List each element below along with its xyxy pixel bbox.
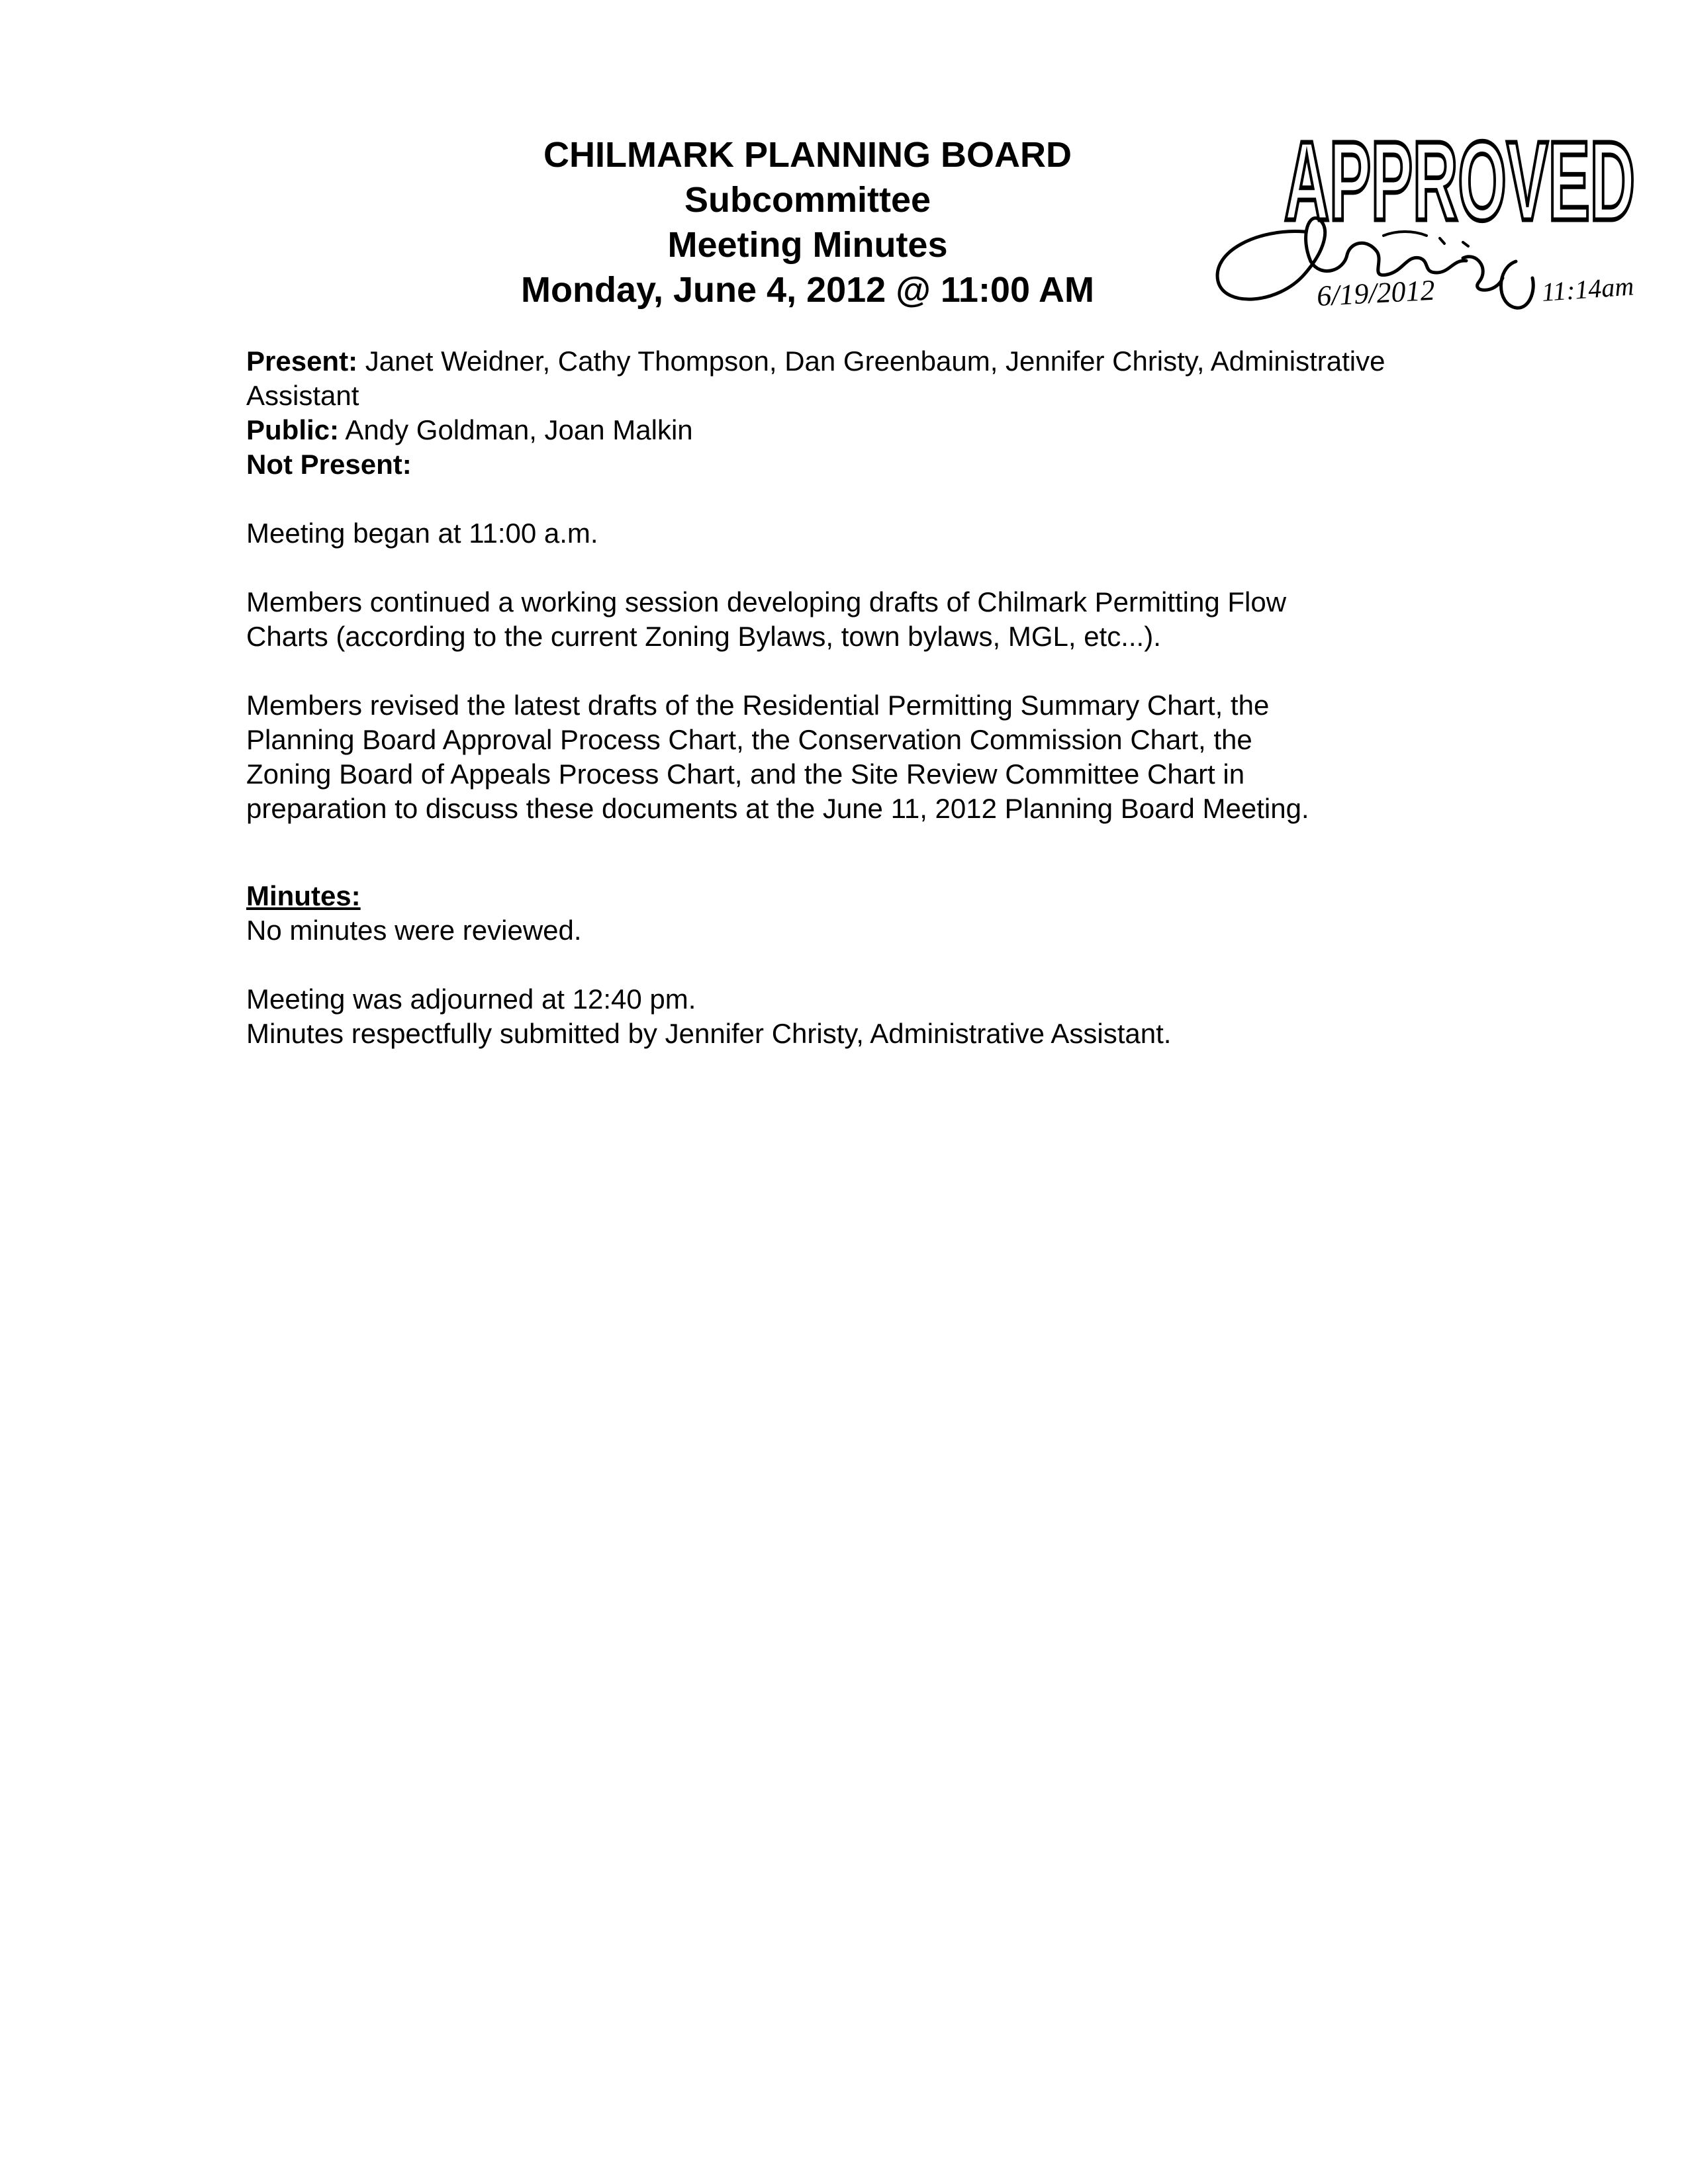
paragraph-2-line-4: preparation to discuss these documents at the June 11, 2012 Planning Board Meeting. <box>246 793 1309 824</box>
not-present-label: Not Present: <box>246 449 412 480</box>
public-label: Public: <box>246 414 340 445</box>
meeting-began: Meeting began at 11:00 a.m. <box>246 518 598 549</box>
committee-title: Subcommittee <box>684 180 931 220</box>
spacer <box>246 654 1491 688</box>
spacer <box>246 826 1491 879</box>
submitted-by-line: Minutes respectfully submitted by Jennifer Christy, Administrative Assistant. <box>246 1018 1172 1049</box>
paragraph-2-line-2: Planning Board Approval Process Chart, the Conservation Commission Chart, the <box>246 724 1252 755</box>
spacer <box>246 482 1491 516</box>
approved-stamp-graphic <box>1185 119 1648 338</box>
public-line <box>246 413 1491 447</box>
public-names: Andy Goldman, Joan Malkin <box>345 414 693 445</box>
approved-stamp <box>1185 119 1648 338</box>
spacer <box>246 948 1491 982</box>
paragraph-1-line-1: Members continued a working session developing drafts of Chilmark Permitting Flow <box>246 586 1287 617</box>
minutes-text: No minutes were reviewed. <box>246 915 582 946</box>
paragraph-1-line-2: Charts (according to the current Zoning Bylaws, town bylaws, MGL, etc...). <box>246 621 1161 652</box>
spacer <box>246 551 1491 585</box>
svg-text:11:14am: 11:14am <box>1540 271 1635 307</box>
present-line <box>246 344 1491 379</box>
present-names-line2: Assistant <box>246 380 359 411</box>
paragraph-2-line-1: Members revised the latest drafts of the Residential Permitting Summary Chart, the <box>246 690 1270 721</box>
minutes-heading: Minutes: <box>246 880 361 911</box>
present-names-line1: Janet Weidner, Cathy Thompson, Dan Greenbaum, Jennifer Christy, Administrative <box>365 345 1385 377</box>
document-type: Meeting Minutes <box>667 225 948 265</box>
minutes-content <box>246 344 1491 1051</box>
org-title: CHILMARK PLANNING BOARD <box>543 135 1072 175</box>
adjourned-line: Meeting was adjourned at 12:40 pm. <box>246 983 696 1015</box>
meeting-date-time: Monday, June 4, 2012 @ 11:00 AM <box>521 270 1094 310</box>
present-label: Present: <box>246 345 358 377</box>
document-header <box>371 132 1244 312</box>
svg-text:APPROVED: APPROVED <box>1284 119 1635 244</box>
paragraph-2-line-3: Zoning Board of Appeals Process Chart, and the Site Review Committee Chart in <box>246 758 1245 790</box>
svg-text:6/19/2012: 6/19/2012 <box>1315 273 1436 312</box>
